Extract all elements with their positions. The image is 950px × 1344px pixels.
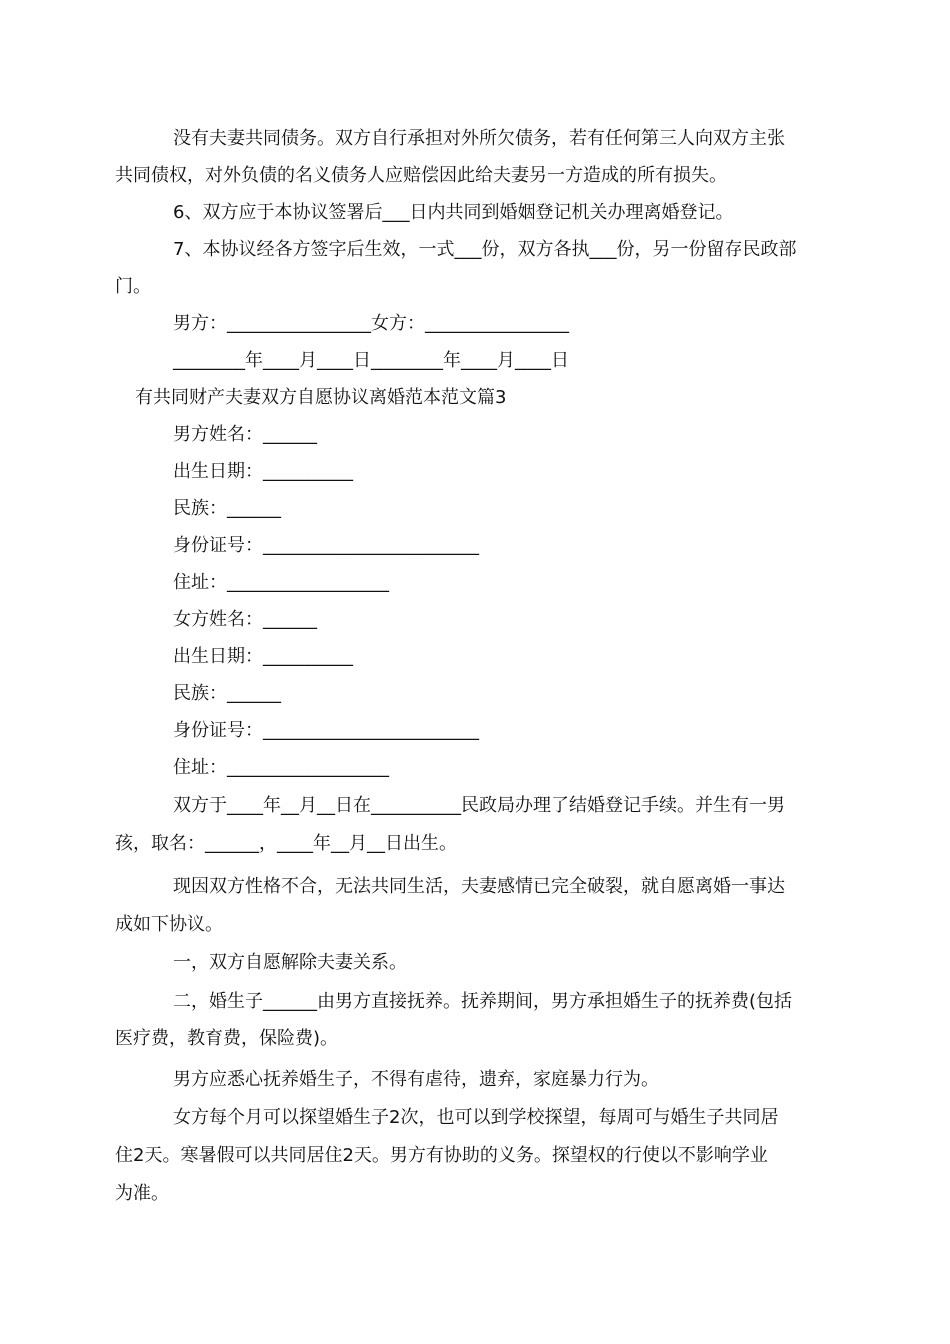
paragraph-line: 孩，取名：______，____年__月__日出生。: [115, 833, 457, 854]
signature-line: 男方：________________女方：________________: [173, 313, 569, 334]
paragraph-line: 共同债权，对外负债的名义债务人应赔偿因此给夫妻另一方造成的所有损失。: [115, 165, 727, 186]
form-field-male-id: 身份证号：________________________: [173, 535, 479, 556]
form-field-female-name: 女方姓名：______: [173, 609, 317, 630]
form-field-female-ethnicity: 民族：______: [173, 683, 281, 704]
agreement-item-1: 一，双方自愿解除夫妻关系。: [173, 952, 407, 973]
paragraph-line: 男方应悉心抚养婚生子，不得有虐待，遗弃，家庭暴力行为。: [173, 1069, 659, 1090]
form-field-male-ethnicity: 民族：______: [173, 498, 281, 519]
paragraph-line: 门。: [115, 276, 151, 297]
date-line: ________年____月____日________年____月____日: [173, 350, 569, 371]
form-field-male-address: 住址：__________________: [173, 572, 389, 593]
clause-6: 6、双方应于本协议签署后___日内共同到婚姻登记机关办理离婚登记。: [173, 202, 734, 223]
form-field-female-address: 住址：__________________: [173, 757, 389, 778]
form-field-male-name: 男方姓名：______: [173, 424, 317, 445]
paragraph-line: 双方于____年__月__日在__________民政局办理了结婚登记手续。并生有一男: [173, 795, 785, 816]
paragraph-line: 现因双方性格不合，无法共同生活，夫妻感情已完全破裂，就自愿离婚一事达: [173, 876, 785, 897]
section-title: 有共同财产夫妻双方自愿协议离婚范本范文篇3: [135, 387, 507, 408]
paragraph-line: 住2天。寒暑假可以共同居住2天。男方有协助的义务。探望权的行使以不影响学业: [115, 1145, 768, 1166]
paragraph-line: 成如下协议。: [115, 914, 223, 935]
clause-7: 7、本协议经各方签字后生效，一式___份，双方各执___份，另一份留存民政部: [173, 239, 797, 260]
paragraph-line: 为准。: [115, 1183, 169, 1204]
paragraph-line: 没有夫妻共同债务。双方自行承担对外所欠债务，若有任何第三人向双方主张: [173, 128, 785, 149]
agreement-item-2: 二，婚生子______由男方直接抚养。抚养期间，男方承担婚生子的抚养费(包括: [173, 991, 793, 1012]
form-field-male-birthdate: 出生日期：__________: [173, 461, 353, 482]
paragraph-line: 医疗费，教育费，保险费)。: [115, 1028, 339, 1049]
form-field-female-birthdate: 出生日期：__________: [173, 646, 353, 667]
form-field-female-id: 身份证号：________________________: [173, 720, 479, 741]
paragraph-line: 女方每个月可以探望婚生子2次，也可以到学校探望，每周可与婚生子共同居: [173, 1107, 779, 1128]
